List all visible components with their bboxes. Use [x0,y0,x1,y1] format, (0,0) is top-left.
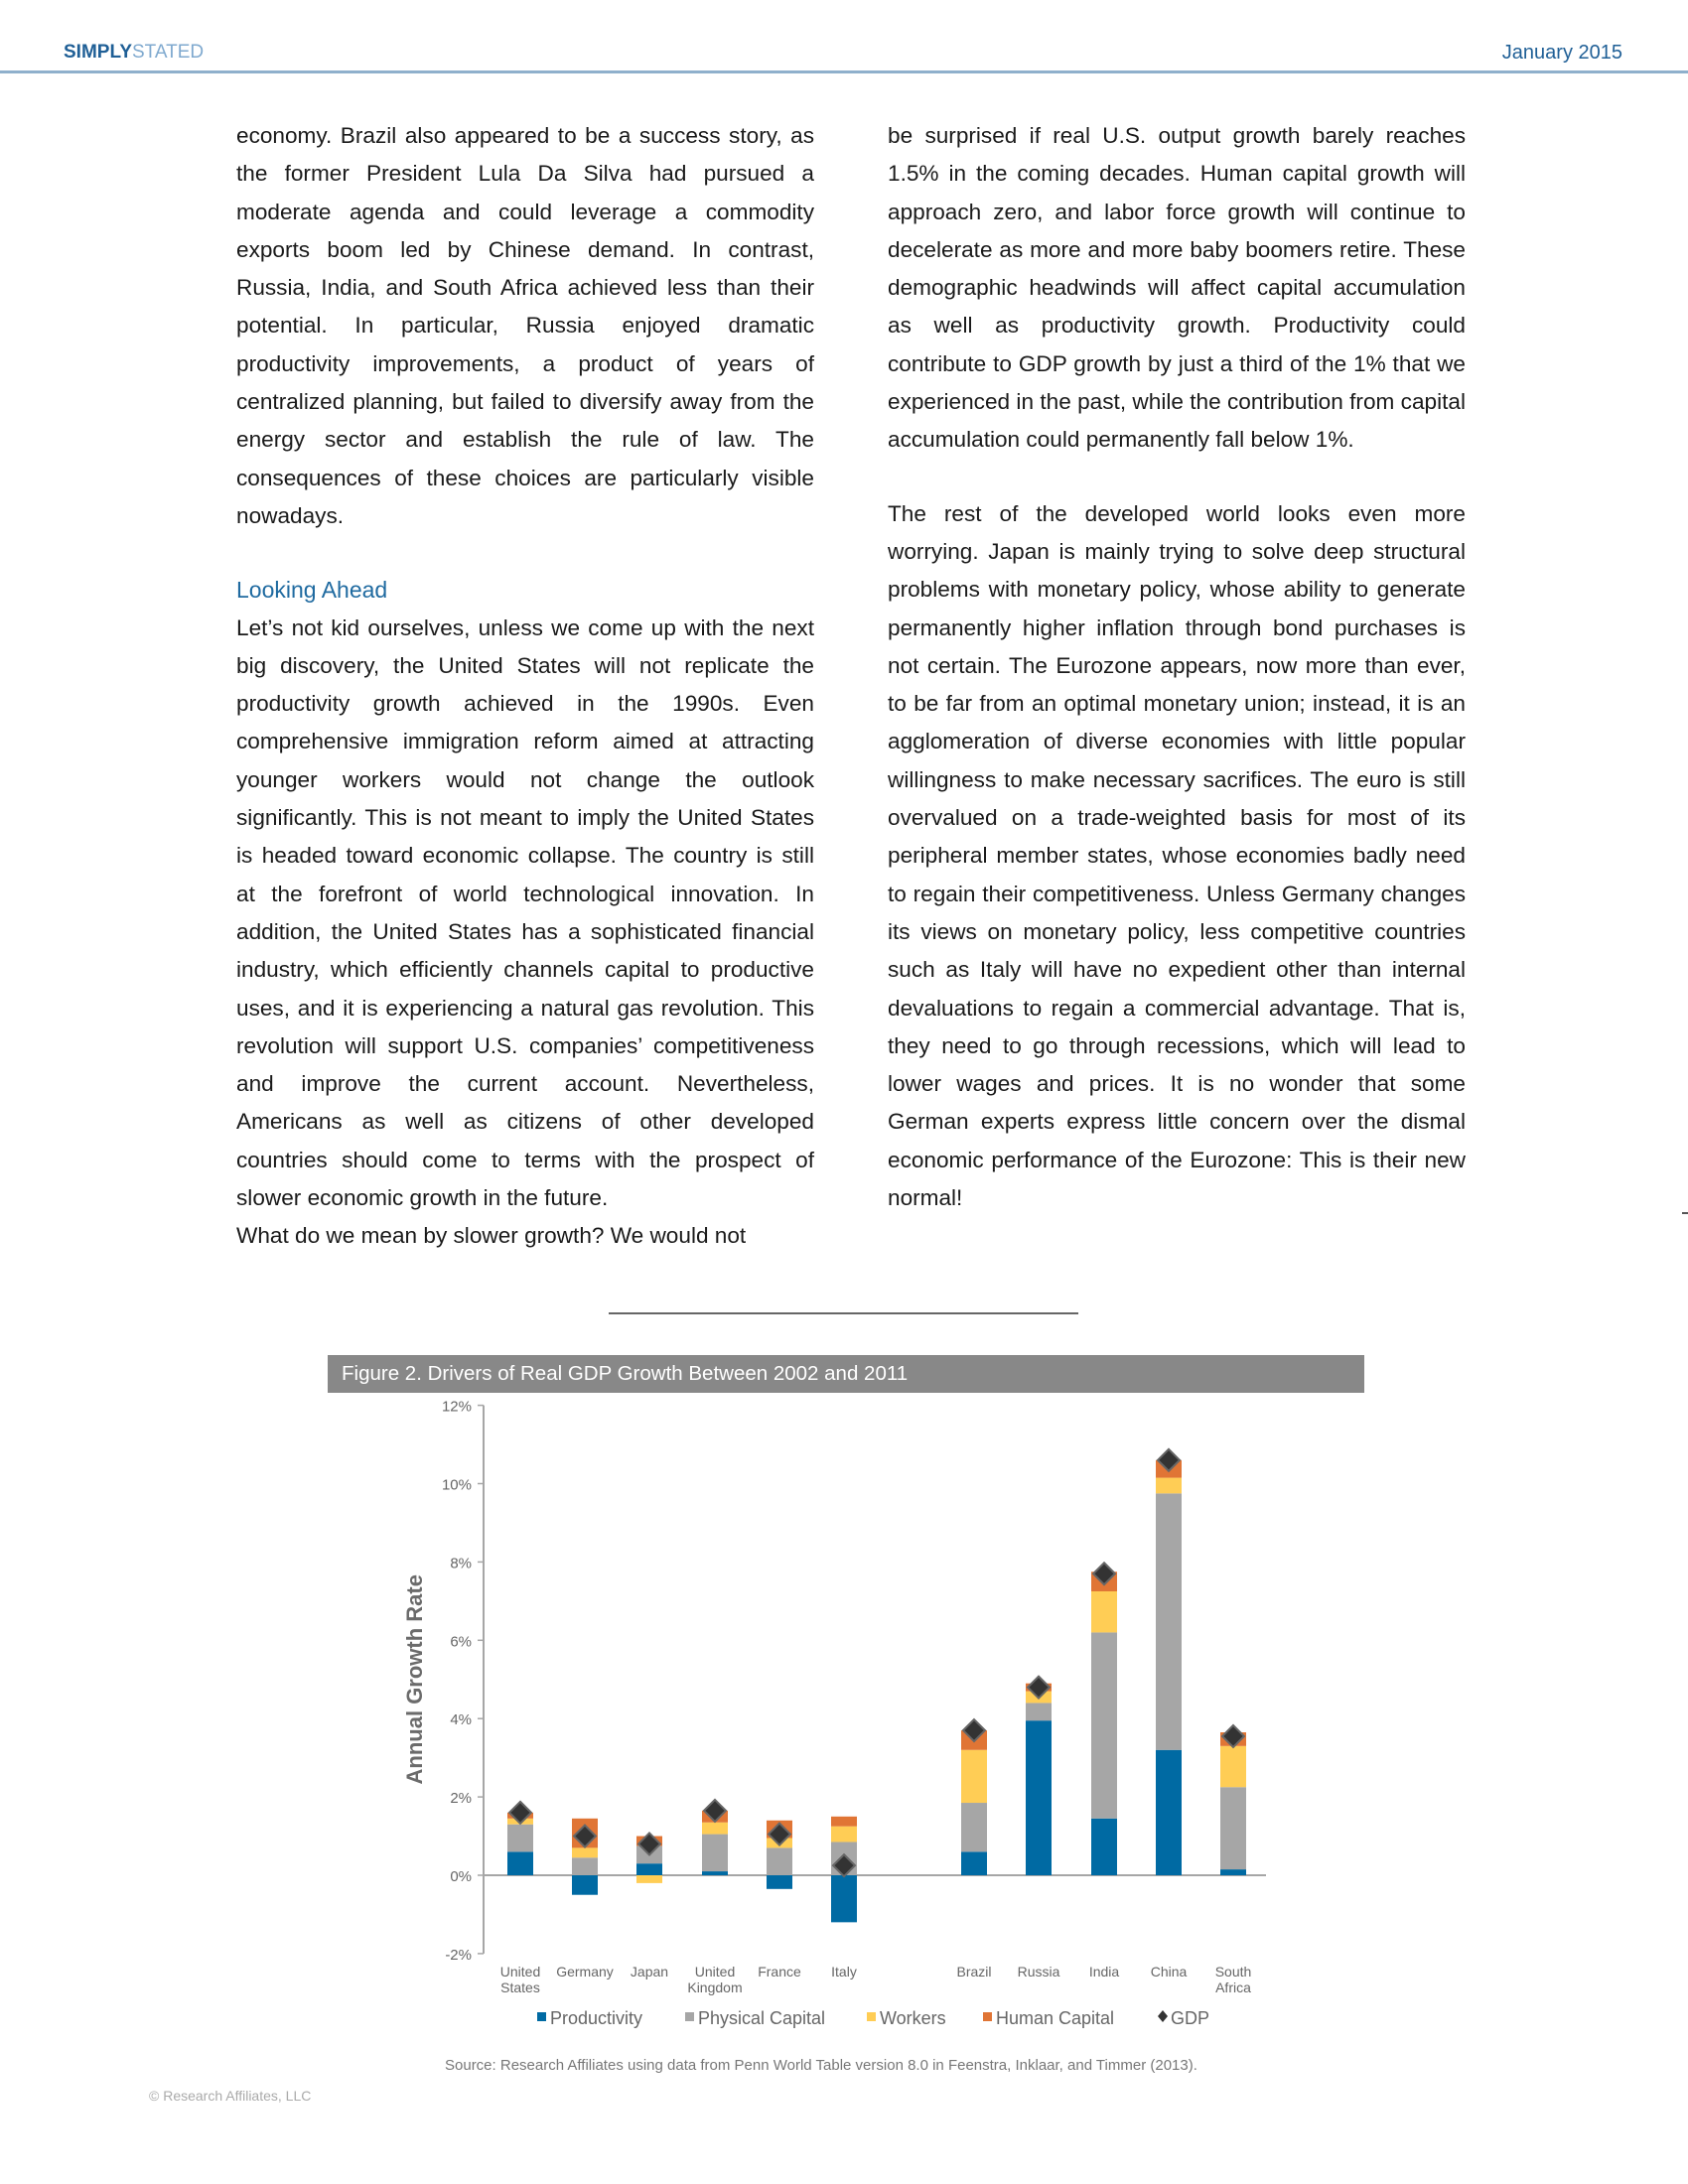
bar-segment [1156,1493,1182,1749]
brand-logo [64,42,204,64]
header-rule [0,70,1688,73]
edge-mark [1682,1212,1688,1214]
bar-segment [831,1817,857,1827]
bar-segment [961,1750,987,1803]
bar-segment [831,1827,857,1843]
gdp-marker [963,1719,985,1741]
x-tick-label: Japan [630,1964,669,1979]
x-tick-label: Russia [1017,1964,1060,1979]
figure-source: Source: Research Affiliates using data from Penn World Table version 8.0 in Feenstra, Inklaar, and Timmer (2013). [445,2057,1197,2074]
legend-label: Human Capital [996,2008,1115,2028]
figure-title: Figure 2. Drivers of Real GDP Growth Between 2002 and 2011 [328,1355,1364,1393]
bar-segment [831,1875,857,1922]
brand-light: STATED [132,42,205,63]
bar-segment [1026,1720,1052,1875]
bar-segment [961,1730,987,1750]
bar-segment [831,1842,857,1875]
page-header [0,0,1688,73]
y-axis-label: Annual Growth Rate [402,1574,427,1785]
bar-segment [1156,1460,1182,1478]
bar-segment [1220,1746,1246,1787]
bar-segment [1156,1478,1182,1494]
gdp-marker [833,1854,855,1876]
right-column [888,117,1466,1217]
x-tick-label: Germany [556,1964,614,1979]
brand-bold: SIMPLY [64,42,132,63]
bar-segment [1091,1571,1117,1591]
x-tick-label: Kingdom [687,1979,743,1995]
bar-segment [702,1811,728,1823]
bar-segment [1091,1632,1117,1818]
x-tick-label: South [1214,1964,1252,1979]
x-tick-label: United [694,1964,736,1979]
bar-segment [767,1821,792,1839]
bar-segment [1026,1703,1052,1720]
bar-segment [507,1825,533,1852]
section-heading: Looking Ahead [236,577,388,604]
x-tick-label: China [1150,1964,1188,1979]
left-paragraph-2: Let’s not kid ourselves, unless we come up with the next big discovery, the United States will not replicate the productivity growth achieved in the 1990s. Even comprehensive immigration reform aimed at attracting younger workers would not change the outlook significantly. This is not meant to imply the United States is headed toward economic collapse. The country is still at the forefront of world technological innovation. In addition, the United States has a sophisticated financial industry, which efficiently channels capital to productive uses, and it is experiencing a natural gas revolution. This revolution will support U.S. companies’ competitiveness and improve the current account. Nevertheless, Americans as well as citizens of other developed countries should come to terms with the prospect of slower economic growth in the future. [236,614,814,1211]
legend-swatch [537,2012,546,2021]
legend-label: Workers [880,2008,946,2028]
bar-segment [1220,1732,1246,1746]
bar-segment [1220,1869,1246,1875]
legend-label: Productivity [550,2008,643,2028]
legend-swatch [983,2012,992,2021]
gdp-marker [574,1826,596,1847]
gdp-marker [1158,1449,1180,1471]
bar-segment [961,1851,987,1875]
bar-segment [1026,1692,1052,1704]
bar-segment [702,1835,728,1871]
x-tick-label: France [758,1964,801,1979]
x-tick-label: India [1088,1964,1120,1979]
bar-segment [636,1837,662,1846]
y-tick-label: 10% [441,1476,472,1494]
section-divider [609,1312,1078,1314]
x-tick-label: Brazil [956,1964,992,1979]
gdp-marker [769,1824,790,1845]
gdp-marker [1093,1563,1115,1584]
legend-swatch [1158,2010,1168,2022]
bar-segment [767,1839,792,1848]
gdp-marker [509,1802,531,1824]
bar-segment [1091,1591,1117,1632]
bar-segment [767,1875,792,1889]
y-tick-label: 4% [450,1711,472,1729]
bar-segment [507,1851,533,1875]
issue-date: January 2015 [1501,42,1622,64]
bar-segment [1220,1787,1246,1869]
bar-segment [572,1819,598,1848]
bar-segment [1091,1819,1117,1875]
bar-segment [702,1871,728,1875]
legend-label: GDP [1171,2008,1210,2028]
bar-segment [767,1847,792,1875]
bar-segment [572,1857,598,1875]
left-paragraph-1: economy. Brazil also appeared to be a success story, as the former President Lula Da Silva had pursued a moderate agenda and could leverage a commodity exports boom led by Chinese demand. In contrast, Russia, India, and South Africa achieved less than their potential. In particular, Russia enjoyed dramatic productivity improvements, a product of years of centralized planning, but failed to diversify away from the energy sector and establish the rule of law. The consequences of these choices are particularly visible nowadays. [236,123,814,528]
y-tick-label: 0% [450,1868,472,1885]
right-paragraph-2: The rest of the developed world looks even more worrying. Japan is mainly trying to solve deep structural problems with monetary policy, whose ability to generate permanently higher inflation through bond purchases is not certain. The Eurozone appears, now more than ever, to be far from an optimal monetary union; instead, it is an agglomeration of diverse economies with little popular willingness to make necessary sacrifices. The euro is still overvalued on a trade-weighted basis for most of its peripheral member states, whose economies badly need to regain their competitiveness. Unless Germany changes its views on monetary policy, less competitive countries such as Italy will have no expedient other than internal devaluations to regain a commercial advantage. That is, they need to go through recessions, which will lead to lower wages and prices. It is no wonder that some German experts express little concern over the dismal economic performance of the Eurozone: This is their new normal! [888,500,1466,1211]
y-tick-label: 2% [450,1790,472,1808]
legend-label: Physical Capital [698,2008,826,2028]
x-tick-label: Africa [1215,1979,1251,1995]
gdp-marker [1028,1677,1050,1699]
y-tick-label: 8% [450,1555,472,1572]
x-tick-label: United [499,1964,541,1979]
bar-segment [636,1845,662,1863]
bar-segment [1156,1750,1182,1875]
left-column [236,117,814,1256]
y-tick-label: -2% [445,1946,472,1964]
bar-segment [636,1863,662,1875]
y-tick-label: 6% [450,1633,472,1651]
copyright: © Research Affiliates, LLC [149,2088,312,2104]
gdp-marker [638,1833,660,1854]
legend-swatch [685,2012,694,2021]
bar-segment [572,1847,598,1857]
left-paragraph-3: What do we mean by slower growth? We would not [236,1223,747,1249]
bar-segment [507,1819,533,1825]
legend-swatch [867,2012,876,2021]
bar-segment [636,1875,662,1883]
bar-segment [702,1823,728,1835]
x-tick-label: States [500,1979,540,1995]
y-tick-label: 12% [441,1398,472,1416]
bar-segment [507,1813,533,1819]
gdp-marker [704,1800,726,1822]
right-paragraph-1: be surprised if real U.S. output growth barely reaches 1.5% in the coming decades. Human capital growth will approach zero, and labor force growth will continue to decelerate as more and more baby boomers retire. These demographic headwinds will affect capital accumulation as well as productivity growth. Productivity could contribute to GDP growth by just a third of the 1% that we experienced in the past, while the contribution from capital accumulation could permanently fall below 1%. [888,123,1466,453]
bar-segment [961,1803,987,1851]
x-tick-label: Italy [831,1964,857,1979]
gdp-marker [1222,1725,1244,1747]
bar-segment [572,1875,598,1895]
bar-segment [1026,1684,1052,1692]
